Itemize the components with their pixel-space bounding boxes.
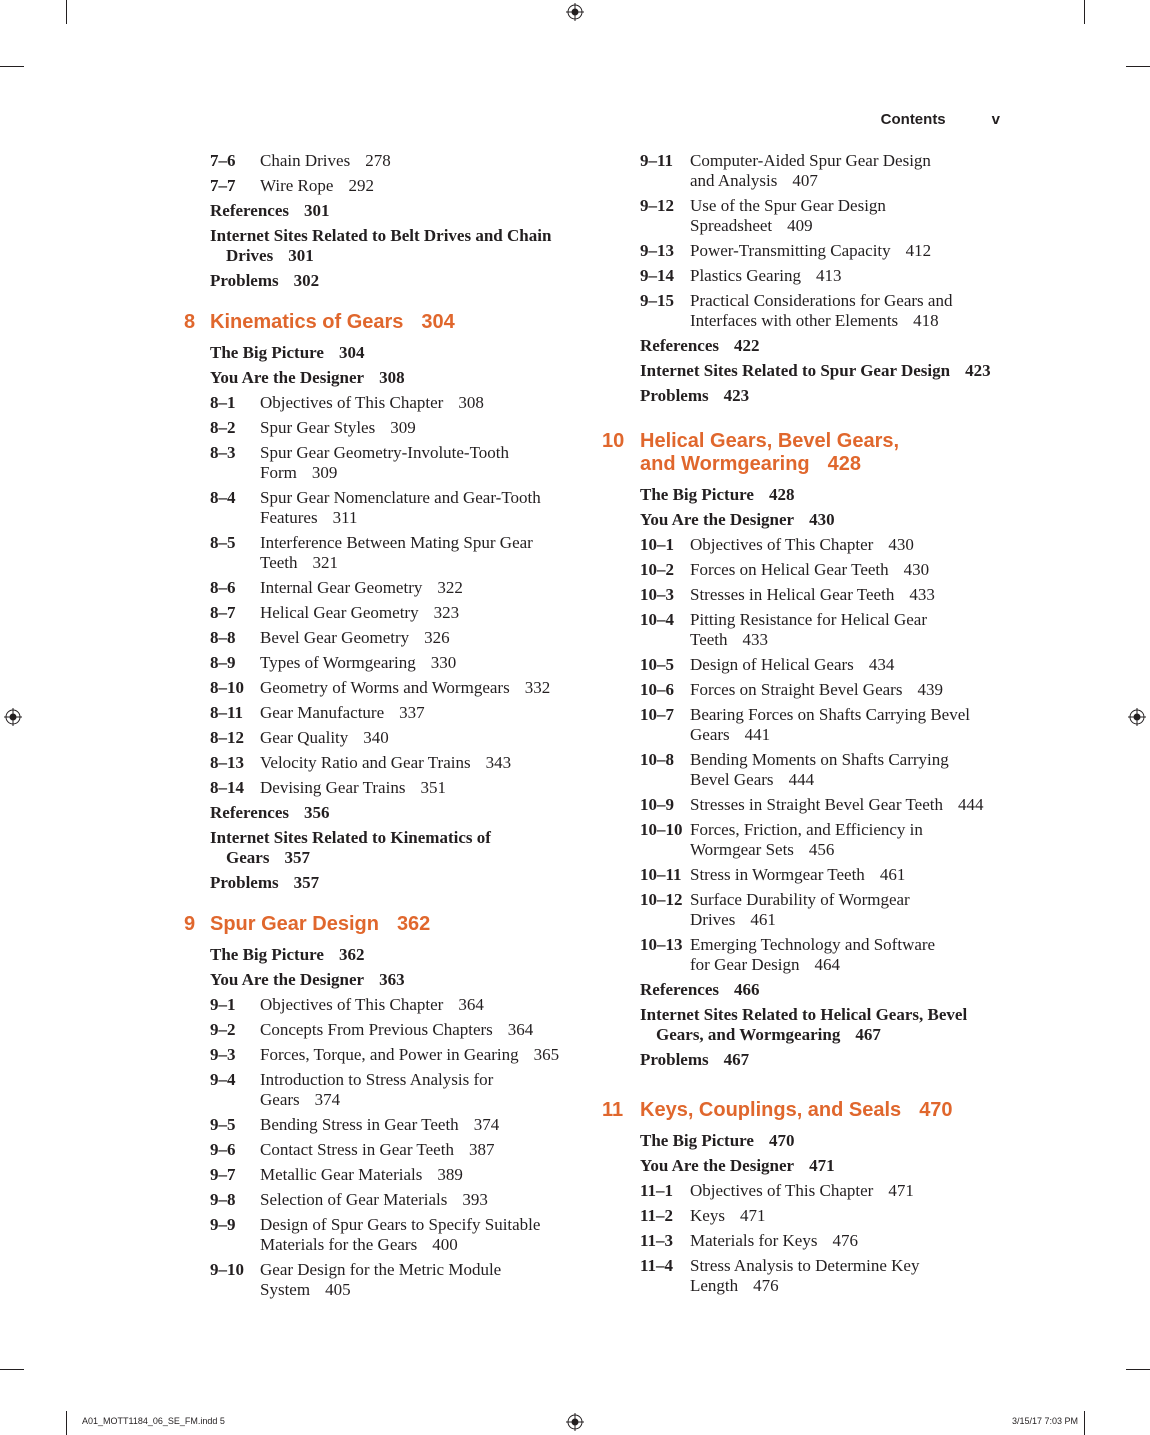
crop-mark: [1084, 1411, 1085, 1435]
toc-entry: [602, 1256, 937, 1296]
section-title: Gear Quality: [260, 728, 349, 747]
section-title: Chain Drives: [260, 151, 351, 170]
toc-entry: [602, 535, 1002, 555]
section-number: 8–1: [210, 393, 236, 412]
chapter-title: Spur Gear Design: [210, 913, 379, 935]
section-title: Practical Considerations for Gears and Interfaces with other Elements: [690, 291, 953, 330]
toc-entry: [184, 1070, 524, 1110]
toc-entry: [602, 890, 932, 930]
page-number: 309: [390, 418, 416, 437]
page-number: 322: [437, 578, 463, 597]
section-number: 10–3: [640, 585, 674, 604]
section-title: Devising Gear Trains: [260, 778, 406, 797]
toc-entry: [184, 628, 584, 648]
section-number: 9–2: [210, 1020, 236, 1039]
section-title: Design of Spur Gears to Specify Suitable Materials for the Gears: [260, 1215, 541, 1254]
section-title: Gear Manufacture: [260, 703, 385, 722]
section-number: 8–10: [210, 678, 244, 697]
toc-misc-entry: [184, 970, 584, 990]
chapter-heading: [602, 430, 1002, 476]
chapter-number: 8: [184, 311, 196, 333]
toc-entry: [602, 750, 967, 790]
page-number: 467: [855, 1025, 881, 1044]
page-number: 430: [809, 510, 835, 529]
misc-title: References: [210, 201, 289, 220]
toc-misc-entry: [602, 1050, 1002, 1070]
toc-entry: [184, 418, 584, 438]
section-title: Objectives of This Chapter: [690, 535, 874, 554]
section-title: Objectives of This Chapter: [260, 995, 444, 1014]
section-number: 10–1: [640, 535, 674, 554]
section-number: 9–1: [210, 995, 236, 1014]
section-title: Stress in Wormgear Teeth: [690, 865, 865, 884]
section-title: Metallic Gear Materials: [260, 1165, 423, 1184]
section-title: Objectives of This Chapter: [260, 393, 444, 412]
page-number: 430: [888, 535, 914, 554]
page-number: 412: [905, 241, 932, 260]
section-title: Wire Rope: [260, 176, 334, 195]
toc-misc-entry: [184, 873, 584, 893]
section-number: 9–7: [210, 1165, 236, 1184]
chapter-page: 362: [396, 913, 431, 935]
misc-title: Problems: [640, 1050, 709, 1069]
toc-misc-entry: [184, 803, 584, 823]
chapter-title: Kinematics of Gears: [210, 311, 404, 333]
page-number: 471: [739, 1206, 766, 1225]
toc-entry: [184, 995, 584, 1015]
section-title: Contact Stress in Gear Teeth: [260, 1140, 454, 1159]
toc-entry: [602, 585, 1002, 605]
section-title: Bevel Gear Geometry: [260, 628, 410, 647]
section-title: Keys: [690, 1206, 725, 1225]
toc-entry: [602, 196, 902, 236]
chapter-number: 9: [184, 913, 196, 935]
header-section-title: Contents: [880, 111, 946, 128]
section-title: Stress Analysis to Determine Key Length: [690, 1256, 920, 1295]
section-number: 8–2: [210, 418, 236, 437]
section-title: Internal Gear Geometry: [260, 578, 423, 597]
misc-title: Internet Sites Related to Spur Gear Design: [640, 361, 951, 380]
section-title: Gear Design for the Metric Module System: [260, 1260, 502, 1299]
chapter-heading: [184, 913, 584, 936]
section-number: 10–7: [640, 705, 674, 724]
page-number: 337: [399, 703, 425, 722]
page-number: 405: [325, 1280, 351, 1299]
page-number: 439: [917, 680, 943, 699]
crop-mark: [1126, 66, 1150, 67]
toc-entry: [602, 610, 947, 650]
page-number: 356: [303, 803, 330, 822]
toc-misc-entry: [602, 980, 1002, 1000]
toc-misc-entry: [184, 226, 560, 266]
page-number: 464: [814, 955, 841, 974]
section-title: Forces, Torque, and Power in Gearing: [260, 1045, 519, 1064]
page-number: 444: [788, 770, 815, 789]
crop-mark: [0, 66, 24, 67]
page-number: 428: [768, 485, 795, 504]
page-number: 461: [879, 865, 906, 884]
misc-title: The Big Picture: [640, 1131, 754, 1150]
page-number: 423: [723, 386, 750, 405]
section-title: Bending Moments on Shafts Carrying Bevel Gears: [690, 750, 949, 789]
header-page-number: v: [991, 111, 1000, 128]
toc-entry: [184, 753, 584, 773]
page-number: 363: [379, 970, 405, 989]
section-number: 8–6: [210, 578, 236, 597]
toc-entry: [184, 1215, 559, 1255]
section-title: Forces, Friction, and Efficiency in Wormgear Sets: [690, 820, 923, 859]
page-number: 430: [903, 560, 930, 579]
page-number: 422: [733, 336, 760, 355]
section-title: Computer-Aided Spur Gear Design and Analysis: [690, 151, 931, 190]
page-number: 362: [338, 945, 365, 964]
section-number: 10–6: [640, 680, 674, 699]
toc-entry: [184, 1140, 584, 1160]
toc-misc-entry: [602, 361, 1002, 381]
page-number: 330: [430, 653, 457, 672]
section-number: 8–5: [210, 533, 236, 552]
section-number: 8–8: [210, 628, 236, 647]
misc-title: The Big Picture: [640, 485, 754, 504]
section-title: Geometry of Worms and Wormgears: [260, 678, 510, 697]
toc-entry: [602, 560, 1002, 580]
page-number: 365: [533, 1045, 560, 1064]
page-number: 332: [524, 678, 551, 697]
section-number: 10–5: [640, 655, 674, 674]
chapter-number: 11: [602, 1099, 624, 1121]
section-number: 9–10: [210, 1260, 244, 1279]
page-number: 308: [458, 393, 484, 412]
misc-title: References: [640, 980, 719, 999]
toc-entry: [602, 291, 982, 331]
section-number: 8–13: [210, 753, 244, 772]
registration-mark-icon: [1128, 708, 1146, 726]
toc-entry: [602, 795, 1002, 815]
section-number: 7–6: [210, 151, 236, 170]
toc-entry: [602, 680, 1002, 700]
section-number: 8–4: [210, 488, 236, 507]
section-title: Surface Durability of Wormgear Drives: [690, 890, 910, 929]
toc-entry: [602, 705, 987, 745]
toc-entry: [602, 820, 942, 860]
page-number: 301: [288, 246, 314, 265]
section-title: Emerging Technology and Software for Gear Design: [690, 935, 936, 974]
page-number: 467: [723, 1050, 750, 1069]
chapter-title-line1: Helical Gears, Bevel Gears,: [640, 430, 900, 452]
toc-entry: [184, 1190, 584, 1210]
section-title: Spur Gear Nomenclature and Gear-Tooth Features: [260, 488, 541, 527]
crop-mark: [1084, 0, 1085, 24]
section-title: Pitting Resistance for Helical Gear Teeth: [690, 610, 927, 649]
page-number: 308: [379, 368, 405, 387]
page-number: 364: [458, 995, 484, 1014]
section-title: Spur Gear Geometry-Involute-Tooth Form: [260, 443, 510, 482]
toc-entry: [602, 1206, 1002, 1226]
page-number: 409: [787, 216, 813, 235]
toc-misc-entry: [602, 485, 1002, 505]
section-title: Selection of Gear Materials: [260, 1190, 448, 1209]
chapter-heading: [602, 1099, 1002, 1122]
page-number: 326: [424, 628, 450, 647]
page-number: 343: [485, 753, 512, 772]
page-number: 301: [303, 201, 330, 220]
page-number: 434: [868, 655, 895, 674]
section-title: Introduction to Stress Analysis for Gears: [260, 1070, 494, 1109]
toc-entry: [184, 1115, 584, 1135]
section-title: Stresses in Helical Gear Teeth: [690, 585, 895, 604]
toc-misc-entry: [184, 945, 584, 965]
section-number: 9–9: [210, 1215, 236, 1234]
section-title: Materials for Keys: [690, 1231, 818, 1250]
toc-entry: [184, 1165, 584, 1185]
page-number: 456: [808, 840, 835, 859]
toc-entry: [184, 678, 584, 698]
section-title: Bending Stress in Gear Teeth: [260, 1115, 459, 1134]
misc-title: The Big Picture: [210, 945, 324, 964]
toc-entry: [184, 443, 539, 483]
page-number: 471: [809, 1156, 835, 1175]
section-number: 11–1: [640, 1181, 674, 1200]
toc-entry: [602, 935, 952, 975]
page-number: 304: [338, 343, 365, 362]
page-number: 357: [284, 848, 310, 867]
misc-title: References: [210, 803, 289, 822]
chapter-title-line2: and Wormgearing: [640, 453, 810, 475]
misc-title: The Big Picture: [210, 343, 324, 362]
misc-title: Problems: [210, 271, 279, 290]
section-number: 8–14: [210, 778, 244, 797]
toc-entry: [184, 176, 584, 196]
misc-title: Internet Sites Related to Helical Gears, Bevel Gears, and Wormgearing: [640, 1005, 968, 1044]
toc-misc-entry: [602, 386, 1002, 406]
page-number: 476: [753, 1276, 779, 1295]
toc-misc-entry: [602, 510, 1002, 530]
section-number: 9–15: [640, 291, 674, 310]
toc-entry: [184, 1045, 584, 1065]
toc-entry: [184, 778, 584, 798]
section-number: 10–9: [640, 795, 674, 814]
crop-mark: [66, 0, 67, 24]
page-number: 393: [462, 1190, 488, 1209]
page-number: 433: [742, 630, 769, 649]
toc-entry: [184, 393, 584, 413]
toc-entry: [184, 728, 584, 748]
section-number: 8–7: [210, 603, 236, 622]
toc-entry: [184, 488, 564, 528]
toc-entry: [602, 655, 1002, 675]
toc-misc-entry: [184, 828, 510, 868]
toc-entry: [184, 1020, 584, 1040]
section-title: Power-Transmitting Capacity: [690, 241, 891, 260]
section-title: Concepts From Previous Chapters: [260, 1020, 493, 1039]
left-column: [184, 151, 584, 1305]
section-number: 9–4: [210, 1070, 236, 1089]
section-title: Forces on Helical Gear Teeth: [690, 560, 889, 579]
toc-entry: [184, 151, 584, 171]
page-number: 461: [750, 910, 776, 929]
toc-entry: [184, 533, 554, 573]
page-number: 374: [314, 1090, 341, 1109]
toc-entry: [184, 653, 584, 673]
section-title: Spur Gear Styles: [260, 418, 376, 437]
section-number: 9–14: [640, 266, 674, 285]
section-title: Objectives of This Chapter: [690, 1181, 874, 1200]
toc-entry: [602, 1181, 1002, 1201]
section-number: 10–10: [640, 820, 683, 839]
page-number: 340: [363, 728, 389, 747]
section-number: 10–11: [640, 865, 682, 884]
section-title: Bearing Forces on Shafts Carrying Bevel Gears: [690, 705, 970, 744]
toc-entry: [602, 1231, 1002, 1251]
misc-title: Internet Sites Related to Kinematics of Gears: [210, 828, 491, 867]
section-number: 11–4: [640, 1256, 674, 1275]
toc-entry: [602, 151, 947, 191]
page-number: 292: [348, 176, 374, 195]
page-number: 387: [468, 1140, 495, 1159]
page-number: 309: [311, 463, 338, 482]
toc-misc-entry: [602, 1131, 1002, 1151]
crop-mark: [0, 1369, 24, 1370]
misc-title: You Are the Designer: [640, 510, 795, 529]
page-number: 278: [365, 151, 391, 170]
section-number: 9–12: [640, 196, 674, 215]
section-number: 10–12: [640, 890, 683, 909]
right-column: [602, 151, 1002, 1301]
toc-misc-entry: [184, 271, 584, 291]
toc-entry: [602, 241, 1002, 261]
page-number: 471: [888, 1181, 914, 1200]
registration-mark-icon: [566, 3, 584, 21]
page-number: 400: [432, 1235, 458, 1254]
page-number: 302: [293, 271, 320, 290]
page-number: 374: [473, 1115, 500, 1134]
toc-misc-entry: [602, 336, 1002, 356]
section-number: 10–8: [640, 750, 674, 769]
toc-entry: [184, 1260, 524, 1300]
toc-misc-entry: [602, 1005, 1005, 1045]
page-number: 444: [957, 795, 984, 814]
page-number: 323: [433, 603, 460, 622]
page-number: 433: [909, 585, 935, 604]
running-header: [881, 111, 1000, 128]
section-number: 11–2: [640, 1206, 674, 1225]
section-number: 7–7: [210, 176, 236, 195]
misc-title: Problems: [210, 873, 279, 892]
misc-title: Problems: [640, 386, 709, 405]
section-number: 9–13: [640, 241, 674, 260]
section-title: Forces on Straight Bevel Gears: [690, 680, 903, 699]
crop-mark: [66, 1411, 67, 1435]
section-number: 8–9: [210, 653, 236, 672]
crop-mark: [1126, 1369, 1150, 1370]
section-title: Helical Gear Geometry: [260, 603, 419, 622]
page-number: 321: [312, 553, 339, 572]
toc-entry: [184, 578, 584, 598]
chapter-number: 10: [602, 430, 625, 452]
toc-misc-entry: [184, 201, 584, 221]
section-number: 8–12: [210, 728, 244, 747]
section-number: 9–6: [210, 1140, 236, 1159]
section-title: Plastics Gearing: [690, 266, 801, 285]
page-number: 407: [792, 171, 818, 190]
section-number: 8–11: [210, 703, 244, 722]
chapter-title: Keys, Couplings, and Seals: [640, 1099, 902, 1121]
slug-file-name: A01_MOTT1184_06_SE_FM.indd 5: [82, 1416, 225, 1426]
toc-misc-entry: [184, 343, 584, 363]
misc-title: You Are the Designer: [210, 368, 365, 387]
page-number: 389: [437, 1165, 463, 1184]
section-number: 8–3: [210, 443, 236, 462]
registration-mark-icon: [566, 1413, 584, 1431]
toc-entry: [184, 603, 584, 623]
chapter-heading: [184, 311, 584, 334]
section-title: Velocity Ratio and Gear Trains: [260, 753, 471, 772]
toc-entry: [602, 266, 1002, 286]
misc-title: Internet Sites Related to Belt Drives and Chain Drives: [210, 226, 552, 265]
page-number: 357: [293, 873, 320, 892]
slug-date: 3/15/17 7:03 PM: [1011, 1416, 1078, 1426]
page-number: 311: [332, 508, 358, 527]
misc-title: You Are the Designer: [210, 970, 365, 989]
toc-misc-entry: [602, 1156, 1002, 1176]
chapter-page: 428: [827, 453, 862, 475]
page-number: 476: [832, 1231, 858, 1250]
chapter-page: 304: [421, 311, 455, 333]
page-number: 413: [815, 266, 842, 285]
misc-title: You Are the Designer: [640, 1156, 795, 1175]
page-number: 364: [507, 1020, 534, 1039]
section-number: 9–8: [210, 1190, 236, 1209]
misc-title: References: [640, 336, 719, 355]
section-number: 10–4: [640, 610, 674, 629]
page-number: 418: [913, 311, 939, 330]
registration-mark-icon: [4, 708, 22, 726]
page-number: 423: [965, 361, 991, 380]
section-number: 9–11: [640, 151, 674, 170]
section-number: 9–5: [210, 1115, 236, 1134]
chapter-page: 470: [919, 1099, 953, 1121]
page-number: 351: [420, 778, 446, 797]
section-title: Types of Wormgearing: [260, 653, 416, 672]
section-title: Interference Between Mating Spur Gear Teeth: [260, 533, 533, 572]
page-number: 470: [768, 1131, 795, 1150]
section-number: 10–2: [640, 560, 674, 579]
section-title: Stresses in Straight Bevel Gear Teeth: [690, 795, 943, 814]
section-title: Use of the Spur Gear Design Spreadsheet: [690, 196, 886, 235]
page-number: 466: [733, 980, 760, 999]
toc-entry: [602, 865, 1002, 885]
section-number: 10–13: [640, 935, 683, 954]
toc-entry: [184, 703, 584, 723]
section-number: 9–3: [210, 1045, 236, 1064]
toc-misc-entry: [184, 368, 584, 388]
section-title: Design of Helical Gears: [690, 655, 854, 674]
page-number: 441: [744, 725, 771, 744]
section-number: 11–3: [640, 1231, 674, 1250]
